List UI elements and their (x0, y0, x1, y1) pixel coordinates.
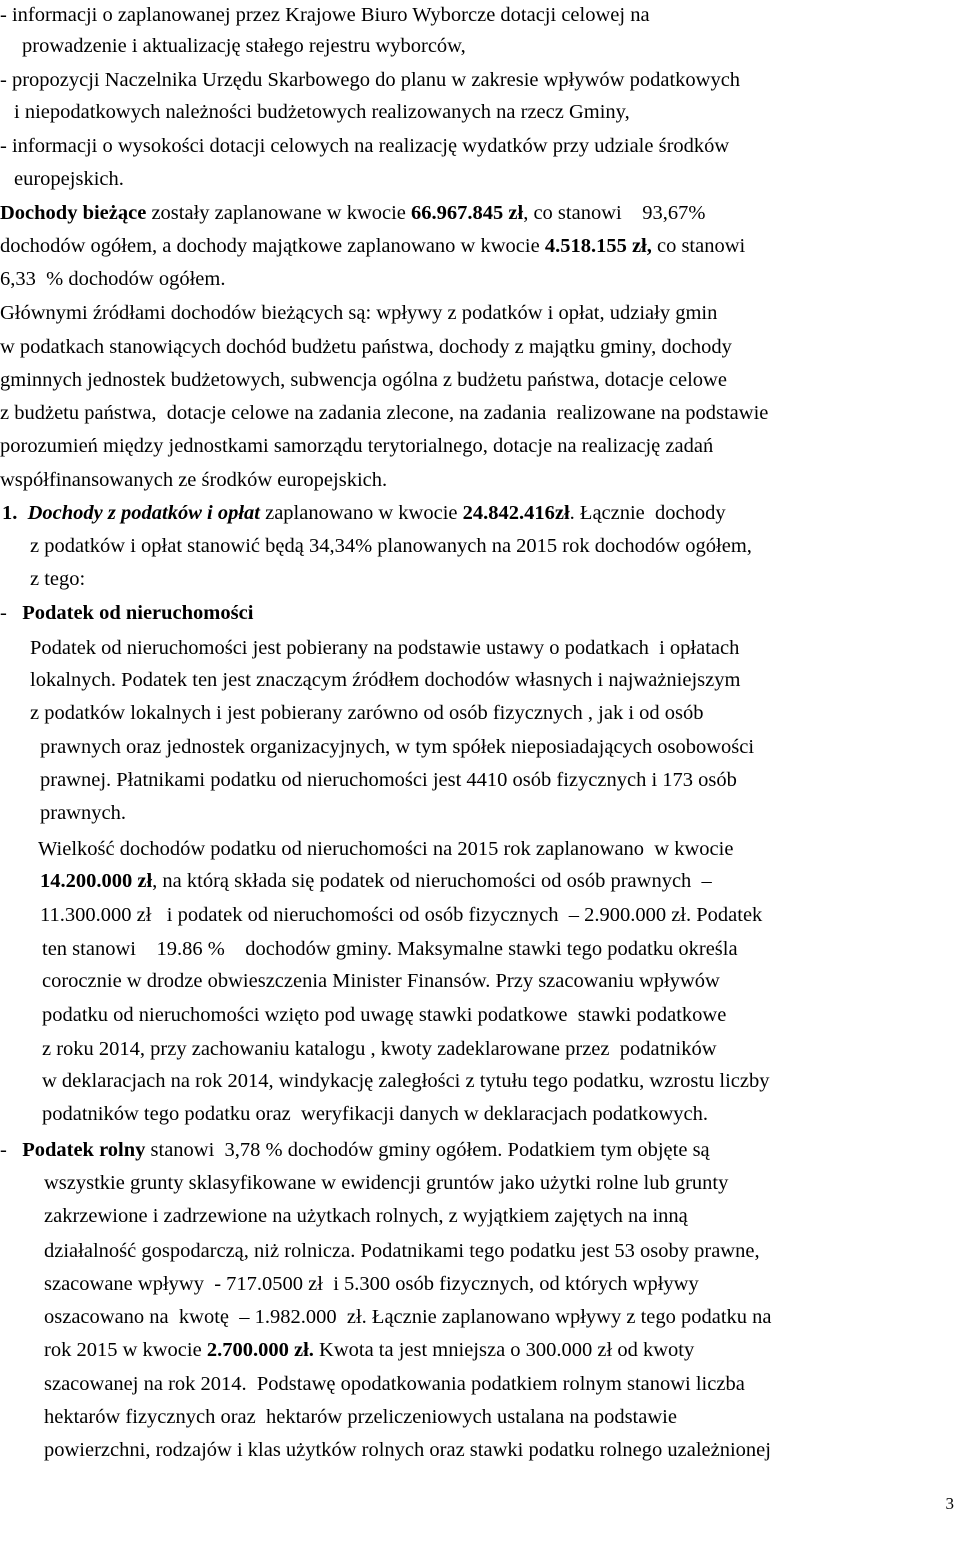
text-run: prowadzenie i aktualizację stałego rejestru wyborców, (22, 35, 466, 57)
text-run: szacowanej na rok 2014. Podstawę opodatkowania podatkiem rolnym stanowi liczba (44, 1373, 745, 1395)
text-line (38, 836, 733, 862)
text-run: Głównymi źródłami dochodów bieżących są: wpływy z podatków i opłat, udziały gmin (0, 302, 718, 324)
text-line (0, 1137, 710, 1163)
text-run: lokalnych. Podatek ten jest znaczącym źródłem dochodów własnych i najważniejszym (30, 669, 741, 691)
text-run: co stanowi (651, 235, 746, 257)
text-run: , na którą składa się podatek od nieruchomości od osób prawnych – (152, 870, 712, 892)
text-line (30, 667, 740, 693)
bold-text: Dochody z podatków i opłat (27, 502, 260, 524)
text-line (0, 367, 727, 393)
bold-text: 14.200.000 zł (40, 870, 153, 892)
text-run: prawnej. Płatnikami podatku od nieruchomości jest 4410 osób fizycznych i 173 osób (40, 769, 737, 791)
text-line (0, 467, 387, 493)
text-run: - informacji o wysokości dotacji celowych na realizację wydatków przy udziale środków (0, 135, 730, 157)
text-run: - propozycji Naczelnika Urzędu Skarbowego do planu w zakresie wpływów podatkowych (0, 69, 741, 91)
text-run: oszacowano na kwotę – 1.982.000 zł. Łącznie zaplanowano wpływy z tego podatku na (44, 1306, 772, 1328)
text-line (44, 1304, 772, 1330)
text-run: współfinansowanych ze środków europejskich. (0, 469, 388, 491)
text-run: w podatkach stanowiących dochód budżetu państwa, dochody z majątku gminy, dochody (0, 336, 732, 358)
text-line (42, 1036, 717, 1062)
text-run: zostały zaplanowane w kwocie (146, 202, 412, 224)
bold-text: 2.700.000 zł. (206, 1339, 314, 1361)
text-run: szacowane wpływy - 717.0500 zł i 5.300 osób fizycznych, od których wpływy (44, 1273, 699, 1295)
text-run: 11.300.000 zł i podatek od nieruchomości od osób fizycznych – 2.900.000 zł. Podatek (40, 904, 763, 926)
text-line (42, 968, 720, 994)
text-line (42, 1002, 726, 1028)
text-line (0, 2, 650, 28)
text-run: z podatków i opłat stanowić będą 34,34% planowanych na 2015 rok dochodów ogółem, (30, 535, 752, 557)
text-run: z budżetu państwa, dotacje celowe na zadania zlecone, na zadania realizowane na podstawie (0, 402, 769, 424)
text-run: corocznie w drodze obwieszczenia Minister Finansów. Przy szacowaniu wpływów (42, 970, 720, 992)
bold-text: 66.967.845 zł (411, 202, 524, 224)
text-line (0, 233, 745, 259)
page-number: 3 (945, 1494, 954, 1513)
text-run: z tego: (30, 568, 86, 590)
text-line (0, 433, 713, 459)
text-run: prawnych. (40, 802, 126, 824)
text-run: ten stanowi 19.86 % dochodów gminy. Maksymalne stawki tego podatku określa (42, 938, 738, 960)
text-run: dochodów ogółem, a dochody majątkowe zaplanowano w kwocie (0, 235, 545, 257)
text-line (44, 1371, 745, 1397)
text-run: podatku od nieruchomości wzięto pod uwagę stawki podatkowe stawki podatkowe (42, 1004, 727, 1026)
bold-text: 4.518.155 zł, (544, 235, 652, 257)
text-line (0, 300, 717, 326)
text-line (14, 166, 124, 192)
text-line (44, 1404, 677, 1430)
text-line (40, 902, 762, 928)
text-line (30, 700, 704, 726)
bold-text: 24.842.416zł (462, 502, 570, 524)
text-line (22, 33, 466, 59)
text-line (0, 400, 768, 426)
text-run: 6,33 % dochodów ogółem. (0, 268, 226, 290)
text-run: rok 2015 w kwocie (44, 1339, 207, 1361)
text-run: prawnych oraz jednostek organizacyjnych, w tym spółek nieposiadających osobowości (40, 736, 755, 758)
text-line (0, 200, 705, 226)
text-run: z roku 2014, przy zachowaniu katalogu , kwoty zadeklarowane przez podatników (42, 1038, 717, 1060)
text-run: Wielkość dochodów podatku od nieruchomości na 2015 rok zaplanowano w kwocie (38, 838, 734, 860)
bold-text: 1. (2, 502, 28, 524)
text-run: . Łącznie dochody (569, 502, 726, 524)
text-line (40, 767, 737, 793)
text-line (44, 1170, 728, 1196)
text-line (2, 500, 726, 526)
text-run: zakrzewione i zadrzewione na użytkach rolnych, z wyjątkiem zajętych na inną (44, 1205, 688, 1227)
text-run: działalność gospodarczą, niż rolnicza. Podatnikami tego podatku jest 53 osoby prawne, (44, 1240, 760, 1262)
text-line (44, 1203, 688, 1229)
text-line (44, 1437, 771, 1463)
text-run: z podatków lokalnych i jest pobierany zarówno od osób fizycznych , jak i od osób (30, 702, 704, 724)
text-run: powierzchni, rodzajów i klas użytków rolnych oraz stawki podatku rolnego uzależnionej (44, 1439, 771, 1461)
text-run: porozumień między jednostkami samorządu terytorialnego, dotacje na realizację zadań (0, 435, 714, 457)
text-line (14, 99, 630, 125)
text-run: hektarów fizycznych oraz hektarów przeliczeniowych ustalana na podstawie (44, 1406, 677, 1428)
text-run: podatników tego podatku oraz weryfikacji danych w deklaracjach podatkowych. (42, 1103, 709, 1125)
text-line (0, 334, 732, 360)
bold-text: Dochody bieżące (0, 202, 147, 224)
text-run: i niepodatkowych należności budżetowych realizowanych na rzecz Gminy, (14, 101, 630, 123)
text-run: wszystkie grunty sklasyfikowane w ewidencji gruntów jako użytki rolne lub grunty (44, 1172, 729, 1194)
text-run: - informacji o zaplanowanej przez Krajowe Biuro Wyborcze dotacji celowej na (0, 4, 650, 26)
bold-text: Podatek rolny (22, 1139, 146, 1161)
text-line (40, 800, 126, 826)
text-line (30, 533, 752, 559)
text-run: stanowi 3,78 % dochodów gminy ogółem. Podatkiem tym objęte są (145, 1139, 710, 1161)
text-line (42, 1101, 708, 1127)
text-run: europejskich. (14, 168, 124, 190)
text-line (42, 936, 738, 962)
text-line (0, 67, 740, 93)
text-run: - (0, 1139, 23, 1161)
text-line (0, 266, 225, 292)
text-run: - (0, 602, 23, 624)
text-run: w deklaracjach na rok 2014, windykację zaległości z tytułu tego podatku, wzrostu liczby (42, 1070, 770, 1092)
text-line (0, 133, 729, 159)
text-line (44, 1271, 699, 1297)
text-run: Kwota ta jest mniejsza o 300.000 zł od kwoty (313, 1339, 695, 1361)
text-run: gminnych jednostek budżetowych, subwencja ogólna z budżetu państwa, dotacje celowe (0, 369, 727, 391)
text-line (0, 600, 253, 626)
text-run: Podatek od nieruchomości jest pobierany na podstawie ustawy o podatkach i opłatach (30, 637, 740, 659)
text-line (40, 734, 754, 760)
text-run: , co stanowi 93,67% (523, 202, 706, 224)
text-line (44, 1238, 760, 1264)
text-line (30, 566, 85, 592)
bold-text: Podatek od nieruchomości (22, 602, 254, 624)
text-line (40, 868, 712, 894)
text-line (30, 635, 739, 661)
text-run: zaplanowano w kwocie (259, 502, 463, 524)
text-line (44, 1337, 694, 1363)
text-line (42, 1068, 770, 1094)
